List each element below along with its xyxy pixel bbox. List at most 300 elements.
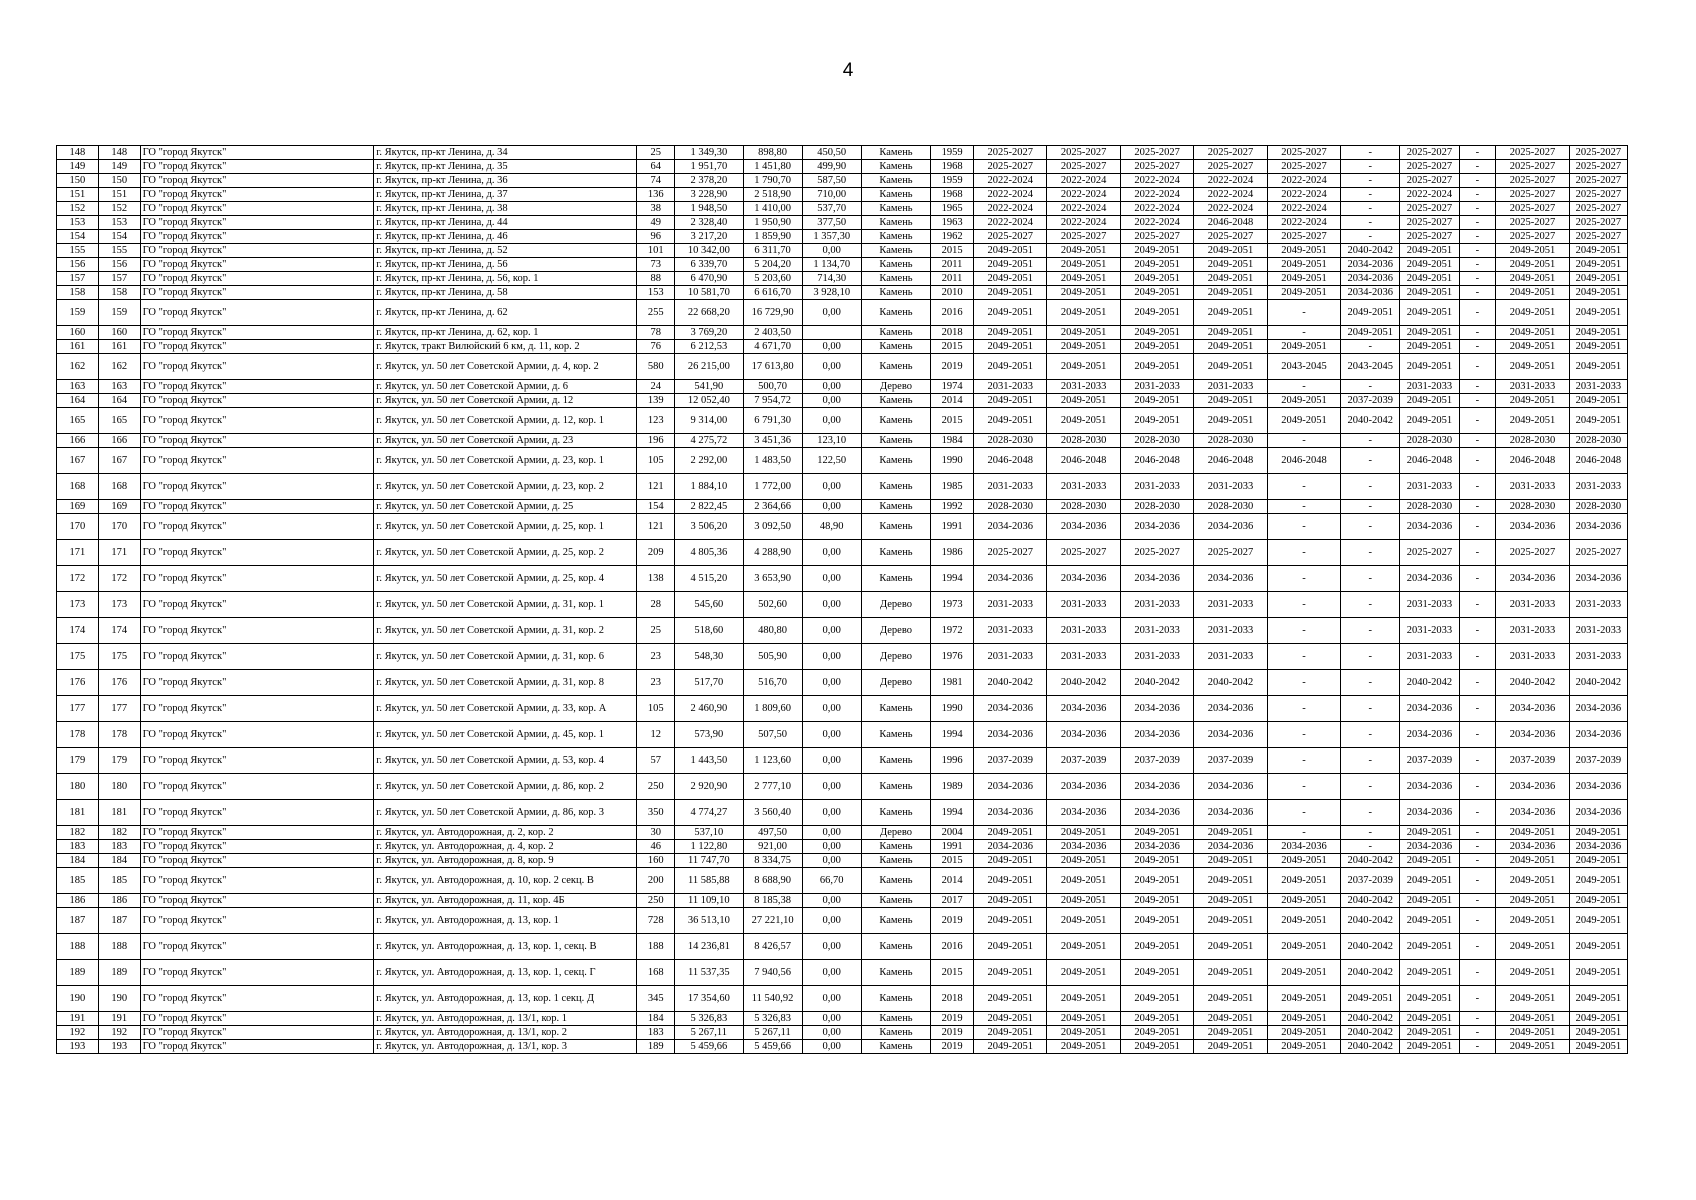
period-4-cell: 2049-2051 [1194, 272, 1267, 286]
row-number-cell: 176 [57, 670, 99, 696]
period-3-cell: 2031-2033 [1120, 592, 1193, 618]
period-5-cell: - [1267, 644, 1340, 670]
period-9-cell: 2034-2036 [1496, 566, 1569, 592]
period-4-cell: 2025-2027 [1194, 540, 1267, 566]
total-area-cell: 541,90 [675, 380, 743, 394]
period-3-cell: 2034-2036 [1120, 774, 1193, 800]
municipality-cell: ГО "город Якутск" [140, 244, 374, 258]
address-cell: г. Якутск, ул. 50 лет Советской Армии, д. 31, кор. 1 [374, 592, 637, 618]
total-area-cell: 3 228,90 [675, 188, 743, 202]
wall-material-cell: Камень [861, 202, 930, 216]
period-10-cell: 2049-2051 [1569, 934, 1627, 960]
period-8-cell: - [1459, 286, 1496, 300]
living-area-cell: 1 123,60 [743, 748, 802, 774]
period-5-cell: 2022-2024 [1267, 188, 1340, 202]
residents-cell: 168 [637, 960, 675, 986]
row-number-cell: 165 [57, 408, 99, 434]
municipality-cell: ГО "город Якутск" [140, 1040, 374, 1054]
total-area-cell: 6 339,70 [675, 258, 743, 272]
period-5-cell: - [1267, 800, 1340, 826]
wall-material-cell: Камень [861, 894, 930, 908]
period-8-cell: - [1459, 216, 1496, 230]
period-1-cell: 2049-2051 [974, 394, 1047, 408]
address-cell: г. Якутск, ул. Автодорожная, д. 13/1, кор. 3 [374, 1040, 637, 1054]
address-cell: г. Якутск, ул. 50 лет Советской Армии, д. 25, кор. 2 [374, 540, 637, 566]
period-5-cell: - [1267, 474, 1340, 500]
row-number-cell: 180 [57, 774, 99, 800]
address-cell: г. Якутск, ул. 50 лет Советской Армии, д. 33, кор. А [374, 696, 637, 722]
period-9-cell: 2031-2033 [1496, 618, 1569, 644]
total-area-cell: 1 443,50 [675, 748, 743, 774]
living-area-cell: 8 334,75 [743, 854, 802, 868]
period-6-cell: - [1341, 188, 1400, 202]
living-area-cell: 5 326,83 [743, 1012, 802, 1026]
period-8-cell: - [1459, 566, 1496, 592]
residents-cell: 23 [637, 644, 675, 670]
total-area-cell: 518,60 [675, 618, 743, 644]
period-5-cell: - [1267, 696, 1340, 722]
period-3-cell: 2031-2033 [1120, 644, 1193, 670]
wall-material-cell: Камень [861, 188, 930, 202]
nonliving-area-cell: 0,00 [802, 300, 861, 326]
house-number-cell: 153 [98, 216, 140, 230]
municipality-cell: ГО "город Якутск" [140, 188, 374, 202]
period-4-cell: 2034-2036 [1194, 566, 1267, 592]
period-2-cell: 2049-2051 [1047, 394, 1120, 408]
period-8-cell: - [1459, 354, 1496, 380]
period-2-cell: 2022-2024 [1047, 174, 1120, 188]
municipality-cell: ГО "город Якутск" [140, 670, 374, 696]
period-5-cell: - [1267, 434, 1340, 448]
nonliving-area-cell: 0,00 [802, 380, 861, 394]
house-number-cell: 157 [98, 272, 140, 286]
period-3-cell: 2049-2051 [1120, 300, 1193, 326]
period-5-cell: 2049-2051 [1267, 244, 1340, 258]
period-7-cell: 2049-2051 [1400, 258, 1459, 272]
house-number-cell: 171 [98, 540, 140, 566]
total-area-cell: 548,30 [675, 644, 743, 670]
row-number-cell: 163 [57, 380, 99, 394]
table-row [57, 230, 1628, 244]
period-10-cell: 2025-2027 [1569, 540, 1627, 566]
period-9-cell: 2049-2051 [1496, 908, 1569, 934]
period-9-cell: 2034-2036 [1496, 840, 1569, 854]
period-5-cell: 2025-2027 [1267, 160, 1340, 174]
nonliving-area-cell: 710,00 [802, 188, 861, 202]
period-7-cell: 2025-2027 [1400, 174, 1459, 188]
period-4-cell: 2034-2036 [1194, 722, 1267, 748]
municipality-cell: ГО "город Якутск" [140, 500, 374, 514]
address-cell: г. Якутск, ул. Автодорожная, д. 2, кор. 2 [374, 826, 637, 840]
municipality-cell: ГО "город Якутск" [140, 1026, 374, 1040]
total-area-cell: 11 537,35 [675, 960, 743, 986]
period-3-cell: 2034-2036 [1120, 800, 1193, 826]
total-area-cell: 573,90 [675, 722, 743, 748]
build-year-cell: 2011 [931, 272, 974, 286]
living-area-cell: 2 403,50 [743, 326, 802, 340]
nonliving-area-cell: 0,00 [802, 908, 861, 934]
period-1-cell: 2049-2051 [974, 354, 1047, 380]
period-7-cell: 2049-2051 [1400, 340, 1459, 354]
period-6-cell: - [1341, 514, 1400, 540]
build-year-cell: 1990 [931, 696, 974, 722]
residents-cell: 200 [637, 868, 675, 894]
nonliving-area-cell: 0,00 [802, 748, 861, 774]
wall-material-cell: Камень [861, 540, 930, 566]
living-area-cell: 1 483,50 [743, 448, 802, 474]
residents-cell: 25 [637, 618, 675, 644]
living-area-cell: 6 791,30 [743, 408, 802, 434]
total-area-cell: 5 326,83 [675, 1012, 743, 1026]
residents-cell: 250 [637, 774, 675, 800]
period-2-cell: 2049-2051 [1047, 300, 1120, 326]
period-7-cell: 2049-2051 [1400, 300, 1459, 326]
period-5-cell: - [1267, 722, 1340, 748]
address-cell: г. Якутск, ул. 50 лет Советской Армии, д. 4, кор. 2 [374, 354, 637, 380]
address-cell: г. Якутск, ул. 50 лет Советской Армии, д. 23, кор. 1 [374, 448, 637, 474]
wall-material-cell: Камень [861, 174, 930, 188]
period-6-cell: - [1341, 380, 1400, 394]
house-number-cell: 192 [98, 1026, 140, 1040]
period-2-cell: 2049-2051 [1047, 908, 1120, 934]
period-5-cell: 2049-2051 [1267, 340, 1340, 354]
period-7-cell: 2031-2033 [1400, 618, 1459, 644]
residents-cell: 121 [637, 514, 675, 540]
period-1-cell: 2034-2036 [974, 566, 1047, 592]
period-5-cell: 2049-2051 [1267, 394, 1340, 408]
period-6-cell: - [1341, 448, 1400, 474]
address-cell: г. Якутск, ул. 50 лет Советской Армии, д. 25, кор. 1 [374, 514, 637, 540]
period-5-cell: 2049-2051 [1267, 286, 1340, 300]
row-number-cell: 156 [57, 258, 99, 272]
row-number-cell: 186 [57, 894, 99, 908]
living-area-cell: 4 288,90 [743, 540, 802, 566]
wall-material-cell: Камень [861, 408, 930, 434]
period-4-cell: 2025-2027 [1194, 160, 1267, 174]
house-number-cell: 156 [98, 258, 140, 272]
period-4-cell: 2040-2042 [1194, 670, 1267, 696]
period-3-cell: 2025-2027 [1120, 160, 1193, 174]
address-cell: г. Якутск, ул. 50 лет Советской Армии, д. 45, кор. 1 [374, 722, 637, 748]
nonliving-area-cell: 377,50 [802, 216, 861, 230]
address-cell: г. Якутск, ул. Автодорожная, д. 11, кор. 4Б [374, 894, 637, 908]
period-8-cell: - [1459, 960, 1496, 986]
house-number-cell: 149 [98, 160, 140, 174]
municipality-cell: ГО "город Якутск" [140, 160, 374, 174]
period-3-cell: 2049-2051 [1120, 244, 1193, 258]
municipality-cell: ГО "город Якутск" [140, 908, 374, 934]
period-3-cell: 2049-2051 [1120, 908, 1193, 934]
municipality-cell: ГО "город Якутск" [140, 202, 374, 216]
row-number-cell: 185 [57, 868, 99, 894]
living-area-cell: 1 950,90 [743, 216, 802, 230]
build-year-cell: 1984 [931, 434, 974, 448]
period-8-cell: - [1459, 230, 1496, 244]
period-8-cell: - [1459, 188, 1496, 202]
row-number-cell: 152 [57, 202, 99, 216]
municipality-cell: ГО "город Якутск" [140, 826, 374, 840]
build-year-cell: 2019 [931, 1040, 974, 1054]
row-number-cell: 179 [57, 748, 99, 774]
period-6-cell: 2040-2042 [1341, 1040, 1400, 1054]
residents-cell: 24 [637, 380, 675, 394]
row-number-cell: 173 [57, 592, 99, 618]
residents-cell: 189 [637, 1040, 675, 1054]
nonliving-area-cell: 3 928,10 [802, 286, 861, 300]
table-row [57, 174, 1628, 188]
period-1-cell: 2028-2030 [974, 500, 1047, 514]
address-cell: г. Якутск, пр-кт Ленина, д. 56 [374, 258, 637, 272]
period-4-cell: 2031-2033 [1194, 592, 1267, 618]
build-year-cell: 2018 [931, 986, 974, 1012]
total-area-cell: 3 506,20 [675, 514, 743, 540]
period-7-cell: 2031-2033 [1400, 644, 1459, 670]
period-5-cell: - [1267, 826, 1340, 840]
living-area-cell: 1 859,90 [743, 230, 802, 244]
period-2-cell: 2049-2051 [1047, 258, 1120, 272]
residents-cell: 154 [637, 500, 675, 514]
period-9-cell: 2049-2051 [1496, 354, 1569, 380]
period-7-cell: 2049-2051 [1400, 272, 1459, 286]
period-2-cell: 2031-2033 [1047, 474, 1120, 500]
period-1-cell: 2040-2042 [974, 670, 1047, 696]
house-number-cell: 180 [98, 774, 140, 800]
residents-cell: 74 [637, 174, 675, 188]
period-9-cell: 2049-2051 [1496, 934, 1569, 960]
period-5-cell: 2049-2051 [1267, 1040, 1340, 1054]
build-year-cell: 2019 [931, 1012, 974, 1026]
row-number-cell: 169 [57, 500, 99, 514]
table-row [57, 1040, 1628, 1054]
row-number-cell: 182 [57, 826, 99, 840]
nonliving-area-cell: 0,00 [802, 618, 861, 644]
row-number-cell: 174 [57, 618, 99, 644]
living-area-cell: 5 204,20 [743, 258, 802, 272]
period-4-cell: 2049-2051 [1194, 854, 1267, 868]
total-area-cell: 12 052,40 [675, 394, 743, 408]
nonliving-area-cell: 48,90 [802, 514, 861, 540]
period-3-cell: 2046-2048 [1120, 448, 1193, 474]
build-year-cell: 2014 [931, 394, 974, 408]
wall-material-cell: Камень [861, 286, 930, 300]
municipality-cell: ГО "город Якутск" [140, 868, 374, 894]
period-4-cell: 2022-2024 [1194, 174, 1267, 188]
period-4-cell: 2049-2051 [1194, 894, 1267, 908]
living-area-cell: 8 426,57 [743, 934, 802, 960]
house-number-cell: 184 [98, 854, 140, 868]
nonliving-area-cell: 0,00 [802, 670, 861, 696]
house-number-cell: 182 [98, 826, 140, 840]
period-5-cell: 2025-2027 [1267, 230, 1340, 244]
period-2-cell: 2046-2048 [1047, 448, 1120, 474]
period-4-cell: 2049-2051 [1194, 960, 1267, 986]
period-10-cell: 2049-2051 [1569, 340, 1627, 354]
living-area-cell: 507,50 [743, 722, 802, 748]
residents-cell: 73 [637, 258, 675, 272]
period-6-cell: 2040-2042 [1341, 960, 1400, 986]
period-10-cell: 2025-2027 [1569, 202, 1627, 216]
wall-material-cell: Камень [861, 474, 930, 500]
period-9-cell: 2031-2033 [1496, 380, 1569, 394]
row-number-cell: 191 [57, 1012, 99, 1026]
period-4-cell: 2031-2033 [1194, 380, 1267, 394]
municipality-cell: ГО "город Якутск" [140, 722, 374, 748]
period-7-cell: 2049-2051 [1400, 854, 1459, 868]
row-number-cell: 148 [57, 146, 99, 160]
period-7-cell: 2034-2036 [1400, 840, 1459, 854]
period-7-cell: 2049-2051 [1400, 244, 1459, 258]
period-1-cell: 2034-2036 [974, 774, 1047, 800]
row-number-cell: 177 [57, 696, 99, 722]
period-3-cell: 2025-2027 [1120, 230, 1193, 244]
period-4-cell: 2034-2036 [1194, 514, 1267, 540]
address-cell: г. Якутск, ул. Автодорожная, д. 13/1, кор. 1 [374, 1012, 637, 1026]
period-7-cell: 2025-2027 [1400, 160, 1459, 174]
period-9-cell: 2031-2033 [1496, 644, 1569, 670]
table-row [57, 908, 1628, 934]
period-8-cell: - [1459, 174, 1496, 188]
period-3-cell: 2034-2036 [1120, 566, 1193, 592]
build-year-cell: 1990 [931, 448, 974, 474]
table-row [57, 188, 1628, 202]
period-1-cell: 2022-2024 [974, 188, 1047, 202]
build-year-cell: 2015 [931, 854, 974, 868]
table-row [57, 800, 1628, 826]
period-4-cell: 2031-2033 [1194, 618, 1267, 644]
build-year-cell: 2016 [931, 934, 974, 960]
nonliving-area-cell: 1 134,70 [802, 258, 861, 272]
wall-material-cell: Камень [861, 566, 930, 592]
period-6-cell: 2040-2042 [1341, 854, 1400, 868]
row-number-cell: 164 [57, 394, 99, 408]
residents-cell: 88 [637, 272, 675, 286]
municipality-cell: ГО "город Якутск" [140, 434, 374, 448]
house-number-cell: 191 [98, 1012, 140, 1026]
municipality-cell: ГО "город Якутск" [140, 1012, 374, 1026]
period-1-cell: 2034-2036 [974, 696, 1047, 722]
period-9-cell: 2049-2051 [1496, 340, 1569, 354]
period-2-cell: 2049-2051 [1047, 326, 1120, 340]
municipality-cell: ГО "город Якутск" [140, 986, 374, 1012]
period-9-cell: 2028-2030 [1496, 500, 1569, 514]
nonliving-area-cell: 0,00 [802, 408, 861, 434]
period-10-cell: 2049-2051 [1569, 272, 1627, 286]
table-row [57, 722, 1628, 748]
total-area-cell: 2 822,45 [675, 500, 743, 514]
period-10-cell: 2049-2051 [1569, 854, 1627, 868]
table-row [57, 1026, 1628, 1040]
wall-material-cell: Камень [861, 244, 930, 258]
row-number-cell: 189 [57, 960, 99, 986]
period-3-cell: 2049-2051 [1120, 868, 1193, 894]
build-year-cell: 1963 [931, 216, 974, 230]
wall-material-cell: Камень [861, 934, 930, 960]
living-area-cell: 4 671,70 [743, 340, 802, 354]
period-2-cell: 2049-2051 [1047, 1026, 1120, 1040]
period-8-cell: - [1459, 592, 1496, 618]
build-year-cell: 1965 [931, 202, 974, 216]
municipality-cell: ГО "город Якутск" [140, 934, 374, 960]
house-number-cell: 176 [98, 670, 140, 696]
period-1-cell: 2049-2051 [974, 868, 1047, 894]
living-area-cell: 3 451,36 [743, 434, 802, 448]
period-2-cell: 2025-2027 [1047, 540, 1120, 566]
wall-material-cell: Дерево [861, 670, 930, 696]
period-8-cell: - [1459, 934, 1496, 960]
period-6-cell: - [1341, 644, 1400, 670]
period-4-cell: 2049-2051 [1194, 258, 1267, 272]
municipality-cell: ГО "город Якутск" [140, 474, 374, 500]
period-10-cell: 2049-2051 [1569, 300, 1627, 326]
total-area-cell: 10 342,00 [675, 244, 743, 258]
period-7-cell: 2025-2027 [1400, 202, 1459, 216]
period-6-cell: - [1341, 146, 1400, 160]
living-area-cell: 921,00 [743, 840, 802, 854]
data-table [56, 145, 1628, 1054]
house-number-cell: 193 [98, 1040, 140, 1054]
total-area-cell: 22 668,20 [675, 300, 743, 326]
period-10-cell: 2028-2030 [1569, 500, 1627, 514]
wall-material-cell: Камень [861, 1012, 930, 1026]
house-number-cell: 160 [98, 326, 140, 340]
period-5-cell: 2022-2024 [1267, 174, 1340, 188]
period-1-cell: 2049-2051 [974, 854, 1047, 868]
period-3-cell: 2049-2051 [1120, 340, 1193, 354]
period-8-cell: - [1459, 826, 1496, 840]
period-3-cell: 2049-2051 [1120, 854, 1193, 868]
total-area-cell: 10 581,70 [675, 286, 743, 300]
house-number-cell: 152 [98, 202, 140, 216]
house-number-cell: 181 [98, 800, 140, 826]
row-number-cell: 158 [57, 286, 99, 300]
period-3-cell: 2022-2024 [1120, 216, 1193, 230]
period-4-cell: 2025-2027 [1194, 146, 1267, 160]
build-year-cell: 2010 [931, 286, 974, 300]
table-row [57, 774, 1628, 800]
period-8-cell: - [1459, 514, 1496, 540]
table-row [57, 644, 1628, 670]
wall-material-cell: Камень [861, 258, 930, 272]
period-7-cell: 2049-2051 [1400, 408, 1459, 434]
address-cell: г. Якутск, ул. 50 лет Советской Армии, д. 53, кор. 4 [374, 748, 637, 774]
period-7-cell: 2049-2051 [1400, 894, 1459, 908]
period-2-cell: 2049-2051 [1047, 1012, 1120, 1026]
total-area-cell: 14 236,81 [675, 934, 743, 960]
period-4-cell: 2025-2027 [1194, 230, 1267, 244]
period-8-cell: - [1459, 258, 1496, 272]
build-year-cell: 2011 [931, 258, 974, 272]
wall-material-cell: Камень [861, 1026, 930, 1040]
wall-material-cell: Камень [861, 340, 930, 354]
period-5-cell: 2043-2045 [1267, 354, 1340, 380]
table-row [57, 202, 1628, 216]
address-cell: г. Якутск, ул. 50 лет Советской Армии, д. 31, кор. 6 [374, 644, 637, 670]
period-2-cell: 2040-2042 [1047, 670, 1120, 696]
period-3-cell: 2037-2039 [1120, 748, 1193, 774]
period-6-cell: - [1341, 696, 1400, 722]
address-cell: г. Якутск, пр-кт Ленина, д. 56, кор. 1 [374, 272, 637, 286]
period-10-cell: 2025-2027 [1569, 174, 1627, 188]
municipality-cell: ГО "город Якутск" [140, 644, 374, 670]
residents-cell: 105 [637, 448, 675, 474]
period-7-cell: 2031-2033 [1400, 380, 1459, 394]
period-10-cell: 2049-2051 [1569, 408, 1627, 434]
period-4-cell: 2049-2051 [1194, 286, 1267, 300]
period-8-cell: - [1459, 160, 1496, 174]
nonliving-area-cell: 0,00 [802, 1040, 861, 1054]
wall-material-cell: Камень [861, 986, 930, 1012]
period-5-cell: - [1267, 670, 1340, 696]
